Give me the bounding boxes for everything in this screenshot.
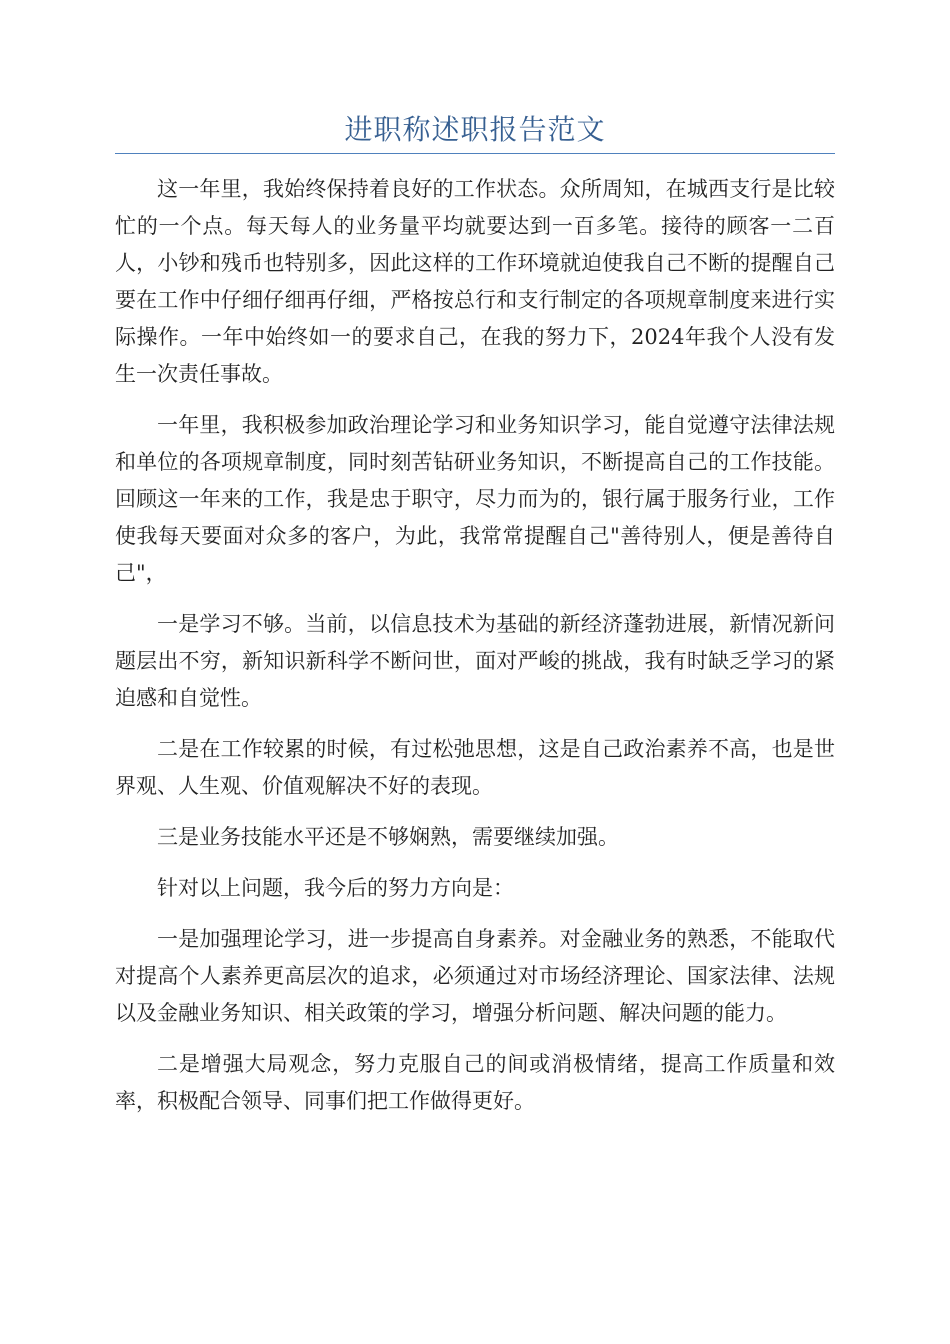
- paragraph: 二是在工作较累的时候，有过松弛思想，这是自己政治素养不高，也是世界观、人生观、价值观解决不好的表现。: [115, 737, 835, 798]
- paragraph: 三是业务技能水平还是不够娴熟，需要继续加强。: [157, 825, 619, 849]
- paragraph: 针对以上问题，我今后的努力方向是：: [157, 876, 514, 900]
- document-body: [115, 171, 835, 1134]
- paragraph: 一是学习不够。当前，以信息技术为基础的新经济蓬勃进展，新情况新问题层出不穷，新知识新科学不断问世，面对严峻的挑战，我有时缺乏学习的紧迫感和自觉性。: [115, 612, 835, 710]
- paragraph: 一是加强理论学习，进一步提高自身素养。对金融业务的熟悉，不能取代对提高个人素养更高层次的追求，必须通过对市场经济理论、国家法律、法规以及金融业务知识、相关政策的学习，增强分析问题、解决问题的能力。: [115, 927, 835, 1025]
- paragraph: 一年里，我积极参加政治理论学习和业务知识学习，能自觉遵守法律法规和单位的各项规章制度，同时刻苦钻研业务知识，不断提高自己的工作技能。回顾这一年来的工作，我是忠于职守，尽力而为的，银行属于服务行业，工作使我每天要面对众多的客户，为此，我常常提醒自己"善待别人，便是善待自己"，: [115, 413, 835, 585]
- document-title: 进职称述职报告范文: [344, 113, 606, 146]
- paragraph: 二是增强大局观念，努力克服自己的间或消极情绪，提高工作质量和效率，积极配合领导、同事们把工作做得更好。: [115, 1052, 835, 1113]
- title-underline: [115, 153, 835, 154]
- paragraph: 这一年里，我始终保持着良好的工作状态。众所周知，在城西支行是比较忙的一个点。每天每人的业务量平均就要达到一百多笔。接待的顾客一二百人，小钞和残币也特别多，因此这样的工作环境就迫使我自己不断的提醒自己要在工作中仔细仔细再仔细，严格按总行和支行制定的各项规章制度来进行实际操作。一年中始终如一的要求自己，在我的努力下，2024年我个人没有发生一次责任事故。: [115, 177, 835, 386]
